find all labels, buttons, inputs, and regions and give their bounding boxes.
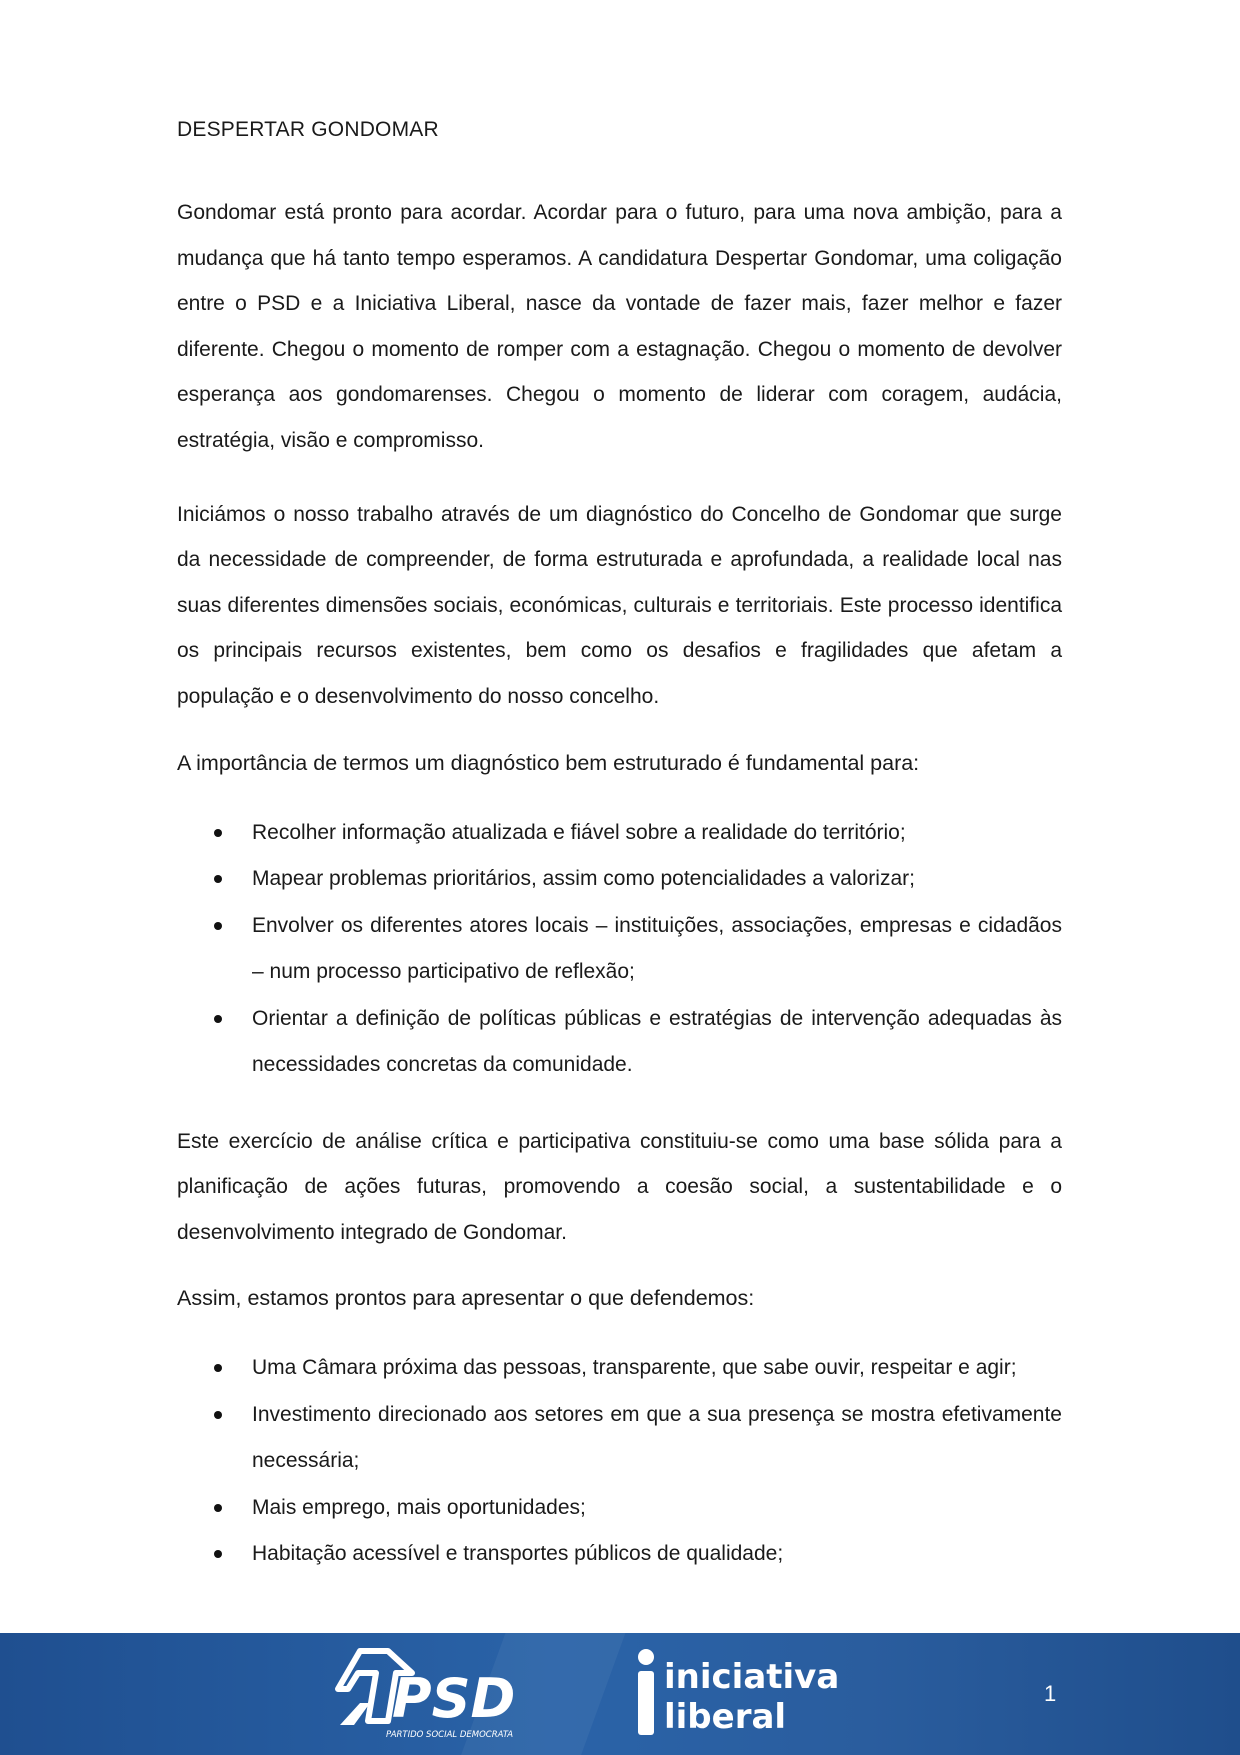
psd-logo <box>330 1643 540 1743</box>
page-number: 1 <box>1044 1681 1057 1706</box>
list-item: Uma Câmara próxima das pessoas, transparente, que sabe ouvir, respeitar e agir; <box>177 1345 1062 1392</box>
il-logo-line2: liberal <box>664 1697 787 1737</box>
list-item: Mais emprego, mais oportunidades; <box>177 1485 1062 1532</box>
diagnosis-paragraph: Iniciámos o nosso trabalho através de um diagnóstico do Concelho de Gondomar que surge da necessidade de compreender, de forma estruturada e aprofundada, a realidade local nas suas diferentes dimensões sociais, económicas, culturais e territoriais. Este processo identifica os principais recursos existentes, bem como os desafios e fragilidades que afetam a população e o desenvolvimento do nosso concelho. <box>177 502 1062 708</box>
list-item: Envolver os diferentes atores locais – instituições, associações, empresas e cidadãos – num processo participativo de reflexão; <box>177 903 1062 996</box>
intro-paragraph: Gondomar está pronto para acordar. Acordar para o futuro, para uma nova ambição, para a mudança que há tanto tempo esperamos. A candidatura Despertar Gondomar, uma coligação entre o PSD e a Iniciativa Liberal, nasce da vontade de fazer mais, fazer melhor e fazer diferente. Chegou o momento de romper com a estagnação. Chegou o momento de devolver esperança aos gondomarenses. Chegou o momento de liderar com coragem, audácia, estratégia, visão e compromisso. <box>177 201 1062 452</box>
page-content <box>177 118 1062 1608</box>
importance-list <box>177 810 1062 1089</box>
document-title: DESPERTAR GONDOMAR <box>177 118 439 141</box>
defend-heading: Assim, estamos prontos para apresentar o que defendemos: <box>177 1286 755 1311</box>
il-logo-line1: iniciativa <box>664 1657 840 1697</box>
list-item: Mapear problemas prioritários, assim como potencialidades a valorizar; <box>177 856 1062 903</box>
analysis-paragraph: Este exercício de análise crítica e participativa constituiu-se como uma base sólida para a planificação de ações futuras, promovendo a coesão social, a sustentabilidade e o desenvolvimento integrado de Gondomar. <box>177 1129 1062 1244</box>
psd-logo-subtitle: PARTIDO SOCIAL DEMOCRATA <box>386 1730 514 1740</box>
list-item: Habitação acessível e transportes públicos de qualidade; <box>177 1531 1062 1578</box>
page-footer <box>0 1633 1240 1755</box>
list-item: Investimento direcionado aos setores em que a sua presença se mostra efetivamente necessária; <box>177 1392 1062 1485</box>
il-i-icon <box>634 1647 658 1739</box>
psd-logo-text: PSD <box>392 1667 516 1730</box>
importance-heading: A importância de termos um diagnóstico bem estruturado é fundamental para: <box>177 750 920 775</box>
defend-list <box>177 1345 1062 1578</box>
iniciativa-liberal-logo <box>634 1647 844 1743</box>
list-item: Orientar a definição de políticas públicas e estratégias de intervenção adequadas às necessidades concretas da comunidade. <box>177 996 1062 1089</box>
list-item: Recolher informação atualizada e fiável sobre a realidade do território; <box>177 810 1062 857</box>
